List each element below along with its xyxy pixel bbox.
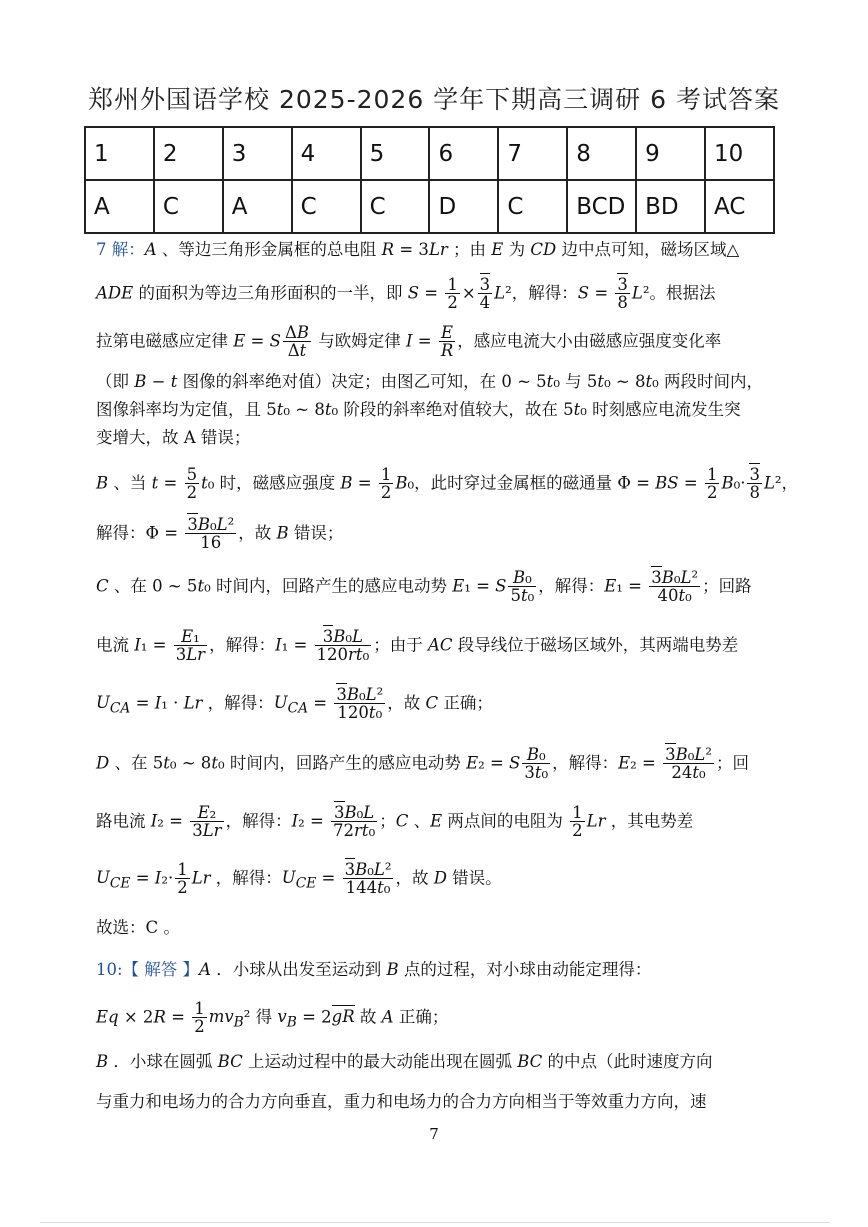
answer-cell: BCD bbox=[567, 180, 636, 233]
answer-table bbox=[84, 126, 775, 234]
question-number-cell: 10 bbox=[705, 127, 774, 180]
question-number-cell: 1 bbox=[85, 127, 154, 180]
q10-line-3: B ．小球在圆弧 BC 上运动过程中的最大动能出现在圆弧 BC 的中点（此时速度方向 bbox=[96, 1052, 713, 1071]
question-number-row bbox=[85, 127, 774, 180]
q7-c-line-1: C 、在 0 ~ 5t₀ 时间内，回路产生的感应电动势 E₁ = S $\frac{\text{B₀}}{\text{5t₀}}$ ，解得：E₁ = $\frac{\text{3B₀L²}}{\text{40t₀}}$ ；回路 bbox=[96, 568, 752, 606]
question-number-cell: 3 bbox=[223, 127, 292, 180]
answer-cell: C bbox=[154, 180, 223, 233]
q7-c-line-2: 电流 I₁ = $\frac{\text{E₁}}{3Lr}$ ，解得：I₁ = $\frac{\text{3B₀L}}{\text{120rt₀}}$ ；由于 AC 段导线位于磁场区域外，其两端电势差 bbox=[96, 627, 739, 665]
q10-tag: 10:【 解答 】 bbox=[96, 960, 200, 979]
answer-cell: A bbox=[223, 180, 292, 233]
answer-cell: D bbox=[429, 180, 498, 233]
answer-cell: C bbox=[361, 180, 430, 233]
question-number-cell: 9 bbox=[636, 127, 705, 180]
q7-line-6: 变增大，故 A 错误； bbox=[96, 428, 251, 447]
question-number-cell: 2 bbox=[154, 127, 223, 180]
q10-line-4: 与重力和电场力的合力方向垂直，重力和电场力的合力方向相当于等效重力方向，速 bbox=[96, 1092, 707, 1111]
q7-d-line-1: D 、在 5t₀ ~ 8t₀ 时间内，回路产生的感应电动势 E₂ = S $\frac{\text{B₀}}{\text{3t₀}}$ ，解得：E₂ = $\frac{\text{3B₀L²}}{\text{24t₀}}$ ；回 bbox=[96, 745, 749, 783]
q7-b-line-1: B 、当 t = $\frac{5}{2}$ t₀ 时，磁感应强度 B = $\frac{1}{2}$ B₀，此时穿过金属框的磁通量 Φ = BS = $\frac{1}{2}$ B₀· $\frac{3}{8}$ L²， bbox=[96, 465, 799, 503]
bottom-divider bbox=[40, 1222, 830, 1223]
q7-d-line-3: $U_{CE} = I_2\cdot$ $\frac{1}{2}$ Lr ，解得：$U_{CE}$ = $\frac{\text{3B₀L²}}{\text{144t₀}}$ ，故 D 错误。 bbox=[96, 860, 502, 898]
q7-tag: 7 解： bbox=[96, 240, 145, 259]
question-number-cell: 5 bbox=[361, 127, 430, 180]
page-number: 7 bbox=[429, 1125, 439, 1143]
q10-line-2: Eq × 2R = $\frac{1}{2}$ $mv_B^2$ 得 $v_B = 2gR$ 故 A 正确； bbox=[96, 999, 449, 1037]
answer-cell: C bbox=[498, 180, 567, 233]
q7-b-line-2: 解得：Φ = $\frac{\text{3B₀L²}}{16}$ ，故 B 错误； bbox=[96, 515, 344, 553]
q7-line-1: 7 解：A 、等边三角形金属框的总电阻 R = 3Lr ；由 E 为 CD 边中点可知，磁场区域△ bbox=[96, 240, 740, 259]
q7-d-line-2: 路电流 I₂ = $\frac{\text{E₂}}{3Lr}$ ，解得：I₂ = $\frac{\text{3B₀L}}{\text{72rt₀}}$ ；C 、E 两点间的电阻为 $\frac{1}{2}$ Lr ，其电势差 bbox=[96, 803, 694, 841]
question-number-cell: 4 bbox=[292, 127, 361, 180]
q10-line-1: 10:【 解答 】A ．小球从出发至运动到 B 点的过程，对小球由动能定理得： bbox=[96, 960, 652, 979]
answer-cell: A bbox=[85, 180, 154, 233]
q7-line-5: 图像斜率均为定值，且 5t₀ ~ 8t₀ 阶段的斜率绝对值较大，故在 5t₀ 时刻感应电流发生突 bbox=[96, 400, 741, 419]
q7-line-4: （即 B − t 图像的斜率绝对值）决定；由图乙可知，在 0 ~ 5t₀ 与 5t₀ ~ 8t₀ 两段时间内， bbox=[96, 372, 763, 391]
q7-choice: 故选：C 。 bbox=[96, 918, 180, 937]
q7-c-line-3: $U_{CA} = I_1 \cdot Lr$ ，解得：$U_{CA}$ = $\frac{\text{3B₀L²}}{\text{120t₀}}$ ，故 C 正确； bbox=[96, 685, 493, 723]
question-number-cell: 7 bbox=[498, 127, 567, 180]
answer-cell: BD bbox=[636, 180, 705, 233]
question-number-cell: 8 bbox=[567, 127, 636, 180]
answer-cell: C bbox=[292, 180, 361, 233]
answer-cell: AC bbox=[705, 180, 774, 233]
question-number-cell: 6 bbox=[429, 127, 498, 180]
page-title: 郑州外国语学校 2025-2026 学年下期高三调研 6 考试答案 bbox=[88, 85, 780, 114]
q7-line-3: 拉第电磁感应定律 E = S $\frac{\Delta B}{\Delta t}$ 与欧姆定律 I = $\frac{E}{R}$ ，感应电流大小由磁感应强度变化率 bbox=[96, 323, 722, 361]
answer-row bbox=[85, 180, 774, 233]
q7-line-2: ADE 的面积为等边三角形面积的一半，即 S = $\frac{1}{2}$ × $\frac{3}{4}$ L²，解得：S = $\frac{3}{8}$ L²。根据法 bbox=[96, 275, 716, 313]
